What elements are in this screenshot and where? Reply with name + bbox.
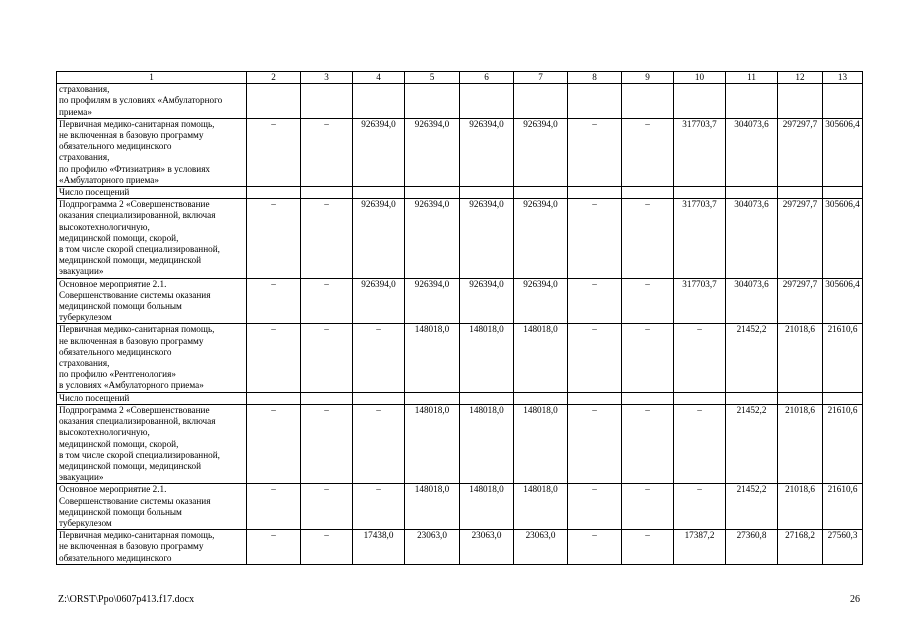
- value-cell: 148018,0: [514, 484, 568, 530]
- value-cell: 304073,6: [726, 199, 778, 278]
- header-cell: 13: [823, 72, 863, 84]
- value-cell: –: [674, 484, 726, 530]
- value-cell: [247, 84, 301, 119]
- header-cell: 2: [247, 72, 301, 84]
- header-cell: 11: [726, 72, 778, 84]
- description-line: медицинской помощи, медицинской: [59, 255, 202, 266]
- header-cell: 6: [460, 72, 514, 84]
- description-line: «Амбулаторного приема»: [59, 174, 159, 185]
- value-cell: 21452,2: [726, 484, 778, 530]
- row-description: [57, 530, 247, 565]
- value-cell: 317703,7: [674, 118, 726, 186]
- value-cell: –: [568, 404, 622, 483]
- value-cell: [460, 392, 514, 404]
- value-cell: –: [568, 278, 622, 324]
- description-line: медицинской помощи, скорой,: [59, 438, 179, 449]
- value-cell: 304073,6: [726, 118, 778, 186]
- value-cell: [823, 187, 863, 199]
- value-cell: –: [301, 484, 353, 530]
- value-cell: 148018,0: [460, 484, 514, 530]
- table-row: [57, 324, 863, 392]
- value-cell: 23063,0: [514, 530, 568, 565]
- value-cell: –: [622, 484, 674, 530]
- description-line: обязательного медицинского: [59, 346, 172, 357]
- value-cell: –: [247, 484, 301, 530]
- value-cell: –: [301, 278, 353, 324]
- value-cell: [726, 187, 778, 199]
- value-cell: –: [622, 199, 674, 278]
- value-cell: 926394,0: [460, 278, 514, 324]
- header-cell: 9: [622, 72, 674, 84]
- value-cell: [247, 392, 301, 404]
- value-cell: [353, 392, 405, 404]
- value-cell: –: [622, 278, 674, 324]
- description-line: Первичная медико-санитарная помощь,: [59, 118, 215, 129]
- description-line: высокотехнологичную,: [59, 221, 150, 232]
- header-cell: 1: [57, 72, 247, 84]
- value-cell: 21018,6: [778, 404, 823, 483]
- value-cell: –: [247, 530, 301, 565]
- value-cell: –: [568, 484, 622, 530]
- value-cell: –: [301, 118, 353, 186]
- row-description: [57, 84, 247, 119]
- value-cell: [622, 187, 674, 199]
- value-cell: 21018,6: [778, 324, 823, 392]
- value-cell: 926394,0: [514, 278, 568, 324]
- value-cell: [460, 84, 514, 119]
- value-cell: [405, 187, 460, 199]
- value-cell: –: [301, 530, 353, 565]
- value-cell: –: [674, 404, 726, 483]
- description-line: не включенная в базовую программу: [59, 541, 204, 552]
- description-line: не включенная в базовую программу: [59, 335, 204, 346]
- value-cell: 21610,6: [823, 404, 863, 483]
- value-cell: –: [568, 118, 622, 186]
- value-cell: –: [622, 324, 674, 392]
- value-cell: [568, 392, 622, 404]
- value-cell: 297297,7: [778, 199, 823, 278]
- header-cell: 5: [405, 72, 460, 84]
- value-cell: [353, 187, 405, 199]
- description-line: Совершенствование системы оказания: [59, 495, 211, 506]
- value-cell: –: [247, 118, 301, 186]
- value-cell: –: [622, 404, 674, 483]
- value-cell: 305606,4: [823, 118, 863, 186]
- value-cell: [622, 84, 674, 119]
- table-header-row: [57, 72, 863, 84]
- value-cell: 27560,3: [823, 530, 863, 565]
- value-cell: [568, 84, 622, 119]
- value-cell: [674, 187, 726, 199]
- value-cell: –: [568, 530, 622, 565]
- value-cell: 148018,0: [460, 324, 514, 392]
- description-line: в условиях «Амбулаторного приема»: [59, 380, 204, 391]
- header-cell: 7: [514, 72, 568, 84]
- value-cell: 926394,0: [405, 118, 460, 186]
- description-line: Подпрограмма 2 «Совершенствование: [59, 404, 210, 415]
- table-row: [57, 187, 863, 199]
- row-description: [57, 118, 247, 186]
- budget-table: [56, 71, 863, 565]
- value-cell: 317703,7: [674, 199, 726, 278]
- value-cell: [301, 392, 353, 404]
- description-line: медицинской помощи, скорой,: [59, 232, 179, 243]
- row-description: [57, 324, 247, 392]
- value-cell: –: [622, 118, 674, 186]
- table-body: [57, 72, 863, 565]
- value-cell: 23063,0: [405, 530, 460, 565]
- description-line: страхования,: [59, 84, 110, 95]
- value-cell: –: [568, 199, 622, 278]
- value-cell: –: [247, 404, 301, 483]
- description-line: Основное мероприятие 2.1.: [59, 278, 167, 289]
- row-description: [57, 278, 247, 324]
- description-line: туберкулезом: [59, 312, 112, 323]
- value-cell: 148018,0: [405, 484, 460, 530]
- value-cell: –: [301, 404, 353, 483]
- value-cell: [405, 392, 460, 404]
- value-cell: 21452,2: [726, 404, 778, 483]
- table-row: [57, 118, 863, 186]
- header-cell: 8: [568, 72, 622, 84]
- value-cell: –: [353, 484, 405, 530]
- document-path: Z:\ORST\Ppo\0607p413.f17.docx: [58, 594, 195, 605]
- value-cell: [726, 392, 778, 404]
- value-cell: 23063,0: [460, 530, 514, 565]
- value-cell: 21610,6: [823, 324, 863, 392]
- table-row: [57, 404, 863, 483]
- value-cell: 21452,2: [726, 324, 778, 392]
- value-cell: 926394,0: [460, 118, 514, 186]
- value-cell: [674, 84, 726, 119]
- value-cell: [778, 187, 823, 199]
- header-cell: 3: [301, 72, 353, 84]
- description-line: Число посещений: [59, 392, 130, 403]
- row-description: [57, 404, 247, 483]
- description-line: туберкулезом: [59, 517, 112, 528]
- value-cell: 305606,4: [823, 278, 863, 324]
- value-cell: 297297,7: [778, 118, 823, 186]
- value-cell: –: [247, 324, 301, 392]
- value-cell: [568, 187, 622, 199]
- value-cell: [301, 84, 353, 119]
- value-cell: –: [674, 324, 726, 392]
- value-cell: 926394,0: [514, 118, 568, 186]
- row-description: [57, 187, 247, 199]
- value-cell: [301, 187, 353, 199]
- value-cell: –: [568, 324, 622, 392]
- table-row: [57, 484, 863, 530]
- value-cell: –: [301, 324, 353, 392]
- value-cell: 926394,0: [353, 199, 405, 278]
- value-cell: [514, 84, 568, 119]
- value-cell: 17387,2: [674, 530, 726, 565]
- value-cell: 148018,0: [460, 404, 514, 483]
- value-cell: –: [353, 324, 405, 392]
- value-cell: 926394,0: [460, 199, 514, 278]
- value-cell: [622, 392, 674, 404]
- row-description: [57, 392, 247, 404]
- description-line: обязательного медицинского: [59, 141, 172, 152]
- value-cell: 21610,6: [823, 484, 863, 530]
- description-line: в том числе скорой специализированной,: [59, 244, 220, 255]
- value-cell: 926394,0: [514, 199, 568, 278]
- table-row: [57, 530, 863, 565]
- description-line: Первичная медико-санитарная помощь,: [59, 324, 215, 335]
- value-cell: 926394,0: [405, 278, 460, 324]
- table-row: [57, 278, 863, 324]
- description-line: медицинской помощи больным: [59, 301, 182, 312]
- description-line: не включенная в базовую программу: [59, 130, 204, 141]
- value-cell: [247, 187, 301, 199]
- value-cell: [674, 392, 726, 404]
- description-line: Первичная медико-санитарная помощь,: [59, 530, 215, 541]
- description-line: в том числе скорой специализированной,: [59, 449, 220, 460]
- value-cell: [405, 84, 460, 119]
- description-line: страхования,: [59, 152, 110, 163]
- value-cell: 305606,4: [823, 199, 863, 278]
- description-line: оказания специализированной, включая: [59, 210, 216, 221]
- description-line: Подпрограмма 2 «Совершенствование: [59, 199, 210, 210]
- value-cell: [778, 84, 823, 119]
- value-cell: –: [301, 199, 353, 278]
- value-cell: [460, 187, 514, 199]
- description-line: оказания специализированной, включая: [59, 416, 216, 427]
- description-line: высокотехнологичную,: [59, 427, 150, 438]
- value-cell: 926394,0: [405, 199, 460, 278]
- value-cell: 27168,2: [778, 530, 823, 565]
- value-cell: 926394,0: [353, 278, 405, 324]
- value-cell: 148018,0: [514, 404, 568, 483]
- description-line: по профилям в условиях «Амбулаторного: [59, 95, 223, 106]
- value-cell: –: [247, 278, 301, 324]
- value-cell: 148018,0: [405, 404, 460, 483]
- page-number: 26: [850, 594, 860, 605]
- value-cell: –: [622, 530, 674, 565]
- value-cell: –: [247, 199, 301, 278]
- value-cell: 27360,8: [726, 530, 778, 565]
- description-line: медицинской помощи больным: [59, 506, 182, 517]
- value-cell: [353, 84, 405, 119]
- value-cell: 17438,0: [353, 530, 405, 565]
- value-cell: [514, 392, 568, 404]
- description-line: Основное мероприятие 2.1.: [59, 484, 167, 495]
- description-line: страхования,: [59, 358, 110, 369]
- value-cell: 297297,7: [778, 278, 823, 324]
- row-description: [57, 484, 247, 530]
- description-line: медицинской помощи, медицинской: [59, 460, 202, 471]
- table-row: [57, 84, 863, 119]
- value-cell: 148018,0: [514, 324, 568, 392]
- table-row: [57, 392, 863, 404]
- value-cell: 304073,6: [726, 278, 778, 324]
- value-cell: [823, 392, 863, 404]
- description-line: обязательного медицинского: [59, 552, 172, 563]
- description-line: Число посещений: [59, 187, 130, 198]
- header-cell: 4: [353, 72, 405, 84]
- value-cell: [823, 84, 863, 119]
- description-line: Совершенствование системы оказания: [59, 289, 211, 300]
- header-cell: 10: [674, 72, 726, 84]
- value-cell: [778, 392, 823, 404]
- value-cell: [514, 187, 568, 199]
- row-description: [57, 199, 247, 278]
- description-line: эвакуации»: [59, 266, 104, 277]
- description-line: по профилю «Рентгенология»: [59, 369, 176, 380]
- value-cell: –: [353, 404, 405, 483]
- table-row: [57, 199, 863, 278]
- description-line: приема»: [59, 106, 92, 117]
- value-cell: 21018,6: [778, 484, 823, 530]
- value-cell: [726, 84, 778, 119]
- description-line: эвакуации»: [59, 472, 104, 483]
- description-line: по профилю «Фтизиатрия» в условиях: [59, 163, 211, 174]
- value-cell: 317703,7: [674, 278, 726, 324]
- value-cell: 148018,0: [405, 324, 460, 392]
- header-cell: 12: [778, 72, 823, 84]
- value-cell: 926394,0: [353, 118, 405, 186]
